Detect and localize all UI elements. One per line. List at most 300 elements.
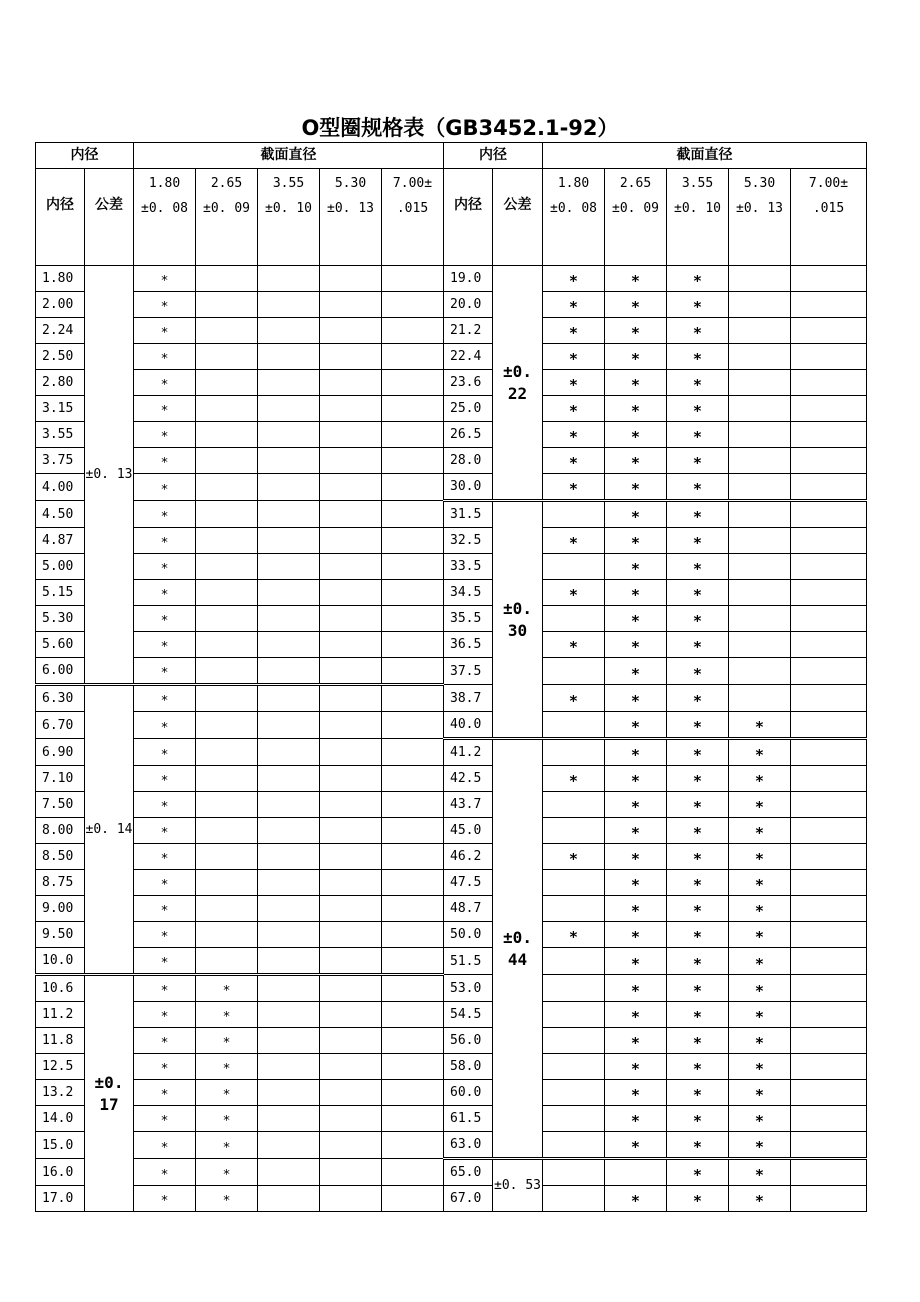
mark-cell-right: ∗ bbox=[543, 292, 605, 318]
table-row bbox=[36, 292, 867, 318]
mark-cell-right bbox=[729, 474, 791, 501]
mark-cell-right: ∗ bbox=[667, 422, 729, 448]
tolerance-left: ±0. 13 bbox=[85, 266, 134, 685]
mark-cell-left bbox=[196, 792, 258, 818]
mark-cell-left: ∗ bbox=[134, 922, 196, 948]
mark-cell-right bbox=[791, 501, 867, 528]
table-row bbox=[36, 1186, 867, 1212]
mark-cell-right bbox=[791, 739, 867, 766]
mark-cell-left bbox=[320, 870, 382, 896]
mark-cell-left bbox=[382, 658, 444, 685]
inner-diameter-left: 10.6 bbox=[36, 975, 85, 1002]
mark-cell-left bbox=[258, 844, 320, 870]
mark-cell-left: ∗ bbox=[134, 501, 196, 528]
mark-cell-left bbox=[382, 292, 444, 318]
mark-cell-left bbox=[258, 448, 320, 474]
mark-cell-right: ∗ bbox=[605, 1106, 667, 1132]
mark-cell-left bbox=[320, 766, 382, 792]
mark-cell-right: ∗ bbox=[605, 580, 667, 606]
mark-cell-right: ∗ bbox=[605, 818, 667, 844]
mark-cell-left bbox=[258, 712, 320, 739]
mark-cell-right: ∗ bbox=[605, 975, 667, 1002]
inner-diameter-left: 5.15 bbox=[36, 580, 85, 606]
mark-cell-right bbox=[543, 1132, 605, 1159]
inner-diameter-right: 65.0 bbox=[444, 1159, 493, 1186]
mark-cell-right: ∗ bbox=[667, 685, 729, 712]
mark-cell-right bbox=[543, 712, 605, 739]
mark-cell-left bbox=[382, 344, 444, 370]
inner-diameter-right: 26.5 bbox=[444, 422, 493, 448]
mark-cell-left bbox=[196, 396, 258, 422]
mark-cell-left bbox=[320, 1106, 382, 1132]
tolerance-right: ±0. 30 bbox=[493, 501, 543, 739]
inner-diameter-right: 22.4 bbox=[444, 344, 493, 370]
mark-cell-right bbox=[791, 766, 867, 792]
mark-cell-right: ∗ bbox=[667, 948, 729, 975]
mark-cell-right: ∗ bbox=[729, 870, 791, 896]
inner-diameter-left: 17.0 bbox=[36, 1186, 85, 1212]
mark-cell-right bbox=[729, 292, 791, 318]
table-row bbox=[36, 448, 867, 474]
inner-diameter-left: 4.50 bbox=[36, 501, 85, 528]
inner-diameter-left: 1.80 bbox=[36, 266, 85, 292]
inner-diameter-right: 34.5 bbox=[444, 580, 493, 606]
mark-cell-left: ∗ bbox=[134, 1186, 196, 1212]
inner-diameter-left: 9.00 bbox=[36, 896, 85, 922]
mark-cell-right bbox=[729, 501, 791, 528]
mark-cell-left bbox=[320, 292, 382, 318]
table-row bbox=[36, 474, 867, 501]
mark-cell-left: ∗ bbox=[134, 792, 196, 818]
mark-cell-left bbox=[382, 1186, 444, 1212]
inner-diameter-left: 3.55 bbox=[36, 422, 85, 448]
mark-cell-right bbox=[791, 870, 867, 896]
mark-cell-right: ∗ bbox=[543, 474, 605, 501]
mark-cell-left bbox=[196, 739, 258, 766]
mark-cell-left: ∗ bbox=[134, 554, 196, 580]
mark-cell-left bbox=[320, 1002, 382, 1028]
inner-diameter-left: 2.50 bbox=[36, 344, 85, 370]
table-row bbox=[36, 844, 867, 870]
mark-cell-right: ∗ bbox=[667, 870, 729, 896]
inner-diameter-right: 51.5 bbox=[444, 948, 493, 975]
table-row bbox=[36, 554, 867, 580]
mark-cell-left bbox=[196, 266, 258, 292]
inner-diameter-right: 43.7 bbox=[444, 792, 493, 818]
mark-cell-right bbox=[729, 266, 791, 292]
mark-cell-right: ∗ bbox=[667, 370, 729, 396]
mark-cell-right: ∗ bbox=[667, 818, 729, 844]
mark-cell-left bbox=[258, 685, 320, 712]
mark-cell-right bbox=[791, 318, 867, 344]
inner-diameter-right: 60.0 bbox=[444, 1080, 493, 1106]
mark-cell-left bbox=[258, 606, 320, 632]
inner-diameter-right: 47.5 bbox=[444, 870, 493, 896]
mark-cell-right bbox=[543, 501, 605, 528]
mark-cell-right: ∗ bbox=[605, 606, 667, 632]
mark-cell-right: ∗ bbox=[667, 739, 729, 766]
mark-cell-left bbox=[196, 712, 258, 739]
mark-cell-left bbox=[382, 1028, 444, 1054]
table-row bbox=[36, 632, 867, 658]
mark-cell-left: ∗ bbox=[196, 1054, 258, 1080]
mark-cell-right: ∗ bbox=[729, 1002, 791, 1028]
mark-cell-right bbox=[791, 844, 867, 870]
mark-cell-right bbox=[543, 606, 605, 632]
mark-cell-left bbox=[382, 975, 444, 1002]
mark-cell-right bbox=[729, 658, 791, 685]
mark-cell-left bbox=[258, 1002, 320, 1028]
mark-cell-right bbox=[791, 1054, 867, 1080]
mark-cell-right: ∗ bbox=[605, 658, 667, 685]
inner-diameter-left: 2.24 bbox=[36, 318, 85, 344]
inner-diameter-right: 46.2 bbox=[444, 844, 493, 870]
mark-cell-left bbox=[258, 370, 320, 396]
table-row bbox=[36, 580, 867, 606]
mark-cell-left: ∗ bbox=[134, 658, 196, 685]
mark-cell-right bbox=[791, 1080, 867, 1106]
page-title: O型圈规格表（GB3452.1-92） bbox=[301, 116, 619, 140]
mark-cell-right bbox=[791, 370, 867, 396]
mark-cell-right: ∗ bbox=[605, 370, 667, 396]
mark-cell-left bbox=[320, 1132, 382, 1159]
mark-cell-left bbox=[258, 580, 320, 606]
mark-cell-right: ∗ bbox=[543, 448, 605, 474]
mark-cell-right: ∗ bbox=[667, 396, 729, 422]
mark-cell-right bbox=[791, 685, 867, 712]
mark-cell-left bbox=[196, 501, 258, 528]
section-size-right-3: 3.55 ±0. 10 bbox=[667, 169, 729, 266]
mark-cell-left bbox=[258, 344, 320, 370]
section-size-left-4: 5.30 ±0. 13 bbox=[320, 169, 382, 266]
mark-cell-right bbox=[791, 1028, 867, 1054]
mark-cell-right: ∗ bbox=[667, 1106, 729, 1132]
mark-cell-right: ∗ bbox=[543, 344, 605, 370]
mark-cell-left: ∗ bbox=[134, 1002, 196, 1028]
mark-cell-right: ∗ bbox=[543, 528, 605, 554]
mark-cell-right bbox=[543, 1054, 605, 1080]
table-row bbox=[36, 685, 867, 712]
mark-cell-left: ∗ bbox=[134, 448, 196, 474]
inner-diameter-right: 42.5 bbox=[444, 766, 493, 792]
mark-cell-right bbox=[791, 554, 867, 580]
mark-cell-left: ∗ bbox=[196, 1028, 258, 1054]
mark-cell-left bbox=[320, 396, 382, 422]
inner-diameter-left: 5.60 bbox=[36, 632, 85, 658]
mark-cell-right: ∗ bbox=[729, 1159, 791, 1186]
table-row bbox=[36, 739, 867, 766]
mark-cell-right bbox=[729, 318, 791, 344]
mark-cell-right: ∗ bbox=[729, 1080, 791, 1106]
mark-cell-right: ∗ bbox=[543, 266, 605, 292]
mark-cell-right: ∗ bbox=[667, 975, 729, 1002]
mark-cell-left: ∗ bbox=[134, 474, 196, 501]
inner-diameter-right: 35.5 bbox=[444, 606, 493, 632]
mark-cell-left: ∗ bbox=[134, 948, 196, 975]
header-section-diameter-right: 截面直径 bbox=[543, 143, 867, 169]
inner-diameter-left: 16.0 bbox=[36, 1159, 85, 1186]
mark-cell-right: ∗ bbox=[543, 370, 605, 396]
mark-cell-left bbox=[320, 712, 382, 739]
section-size-left-5: 7.00± .015 bbox=[382, 169, 444, 266]
mark-cell-right: ∗ bbox=[667, 844, 729, 870]
mark-cell-left bbox=[382, 1106, 444, 1132]
mark-cell-right bbox=[791, 580, 867, 606]
mark-cell-right bbox=[791, 266, 867, 292]
mark-cell-right: ∗ bbox=[605, 844, 667, 870]
mark-cell-right: ∗ bbox=[729, 792, 791, 818]
mark-cell-right: ∗ bbox=[605, 948, 667, 975]
inner-diameter-left: 2.80 bbox=[36, 370, 85, 396]
mark-cell-left bbox=[258, 766, 320, 792]
mark-cell-right: ∗ bbox=[605, 685, 667, 712]
mark-cell-right: ∗ bbox=[543, 580, 605, 606]
tolerance-right: ±0. 53 bbox=[493, 1159, 543, 1212]
mark-cell-left bbox=[320, 266, 382, 292]
mark-cell-left: ∗ bbox=[134, 1080, 196, 1106]
mark-cell-left: ∗ bbox=[196, 1106, 258, 1132]
mark-cell-left bbox=[382, 844, 444, 870]
mark-cell-left: ∗ bbox=[134, 632, 196, 658]
mark-cell-left bbox=[382, 1159, 444, 1186]
header-tolerance-left: 公差 bbox=[85, 169, 134, 266]
mark-cell-left bbox=[320, 1028, 382, 1054]
mark-cell-left bbox=[196, 844, 258, 870]
mark-cell-left: ∗ bbox=[134, 528, 196, 554]
mark-cell-left: ∗ bbox=[134, 818, 196, 844]
mark-cell-right bbox=[791, 606, 867, 632]
mark-cell-left bbox=[320, 896, 382, 922]
section-size-right-4: 5.30 ±0. 13 bbox=[729, 169, 791, 266]
inner-diameter-left: 7.50 bbox=[36, 792, 85, 818]
mark-cell-left bbox=[196, 685, 258, 712]
table-row bbox=[36, 896, 867, 922]
mark-cell-right: ∗ bbox=[543, 422, 605, 448]
mark-cell-right bbox=[729, 396, 791, 422]
mark-cell-right: ∗ bbox=[605, 1186, 667, 1212]
inner-diameter-right: 23.6 bbox=[444, 370, 493, 396]
tolerance-left: ±0. 14 bbox=[85, 685, 134, 975]
mark-cell-right bbox=[729, 344, 791, 370]
mark-cell-left: ∗ bbox=[134, 712, 196, 739]
inner-diameter-left: 8.00 bbox=[36, 818, 85, 844]
mark-cell-left bbox=[258, 1028, 320, 1054]
mark-cell-right: ∗ bbox=[605, 448, 667, 474]
mark-cell-right bbox=[543, 896, 605, 922]
mark-cell-right bbox=[729, 448, 791, 474]
mark-cell-right: ∗ bbox=[605, 266, 667, 292]
table-row bbox=[36, 922, 867, 948]
mark-cell-right bbox=[729, 580, 791, 606]
mark-cell-right bbox=[543, 1186, 605, 1212]
mark-cell-right bbox=[543, 554, 605, 580]
mark-cell-left bbox=[382, 632, 444, 658]
mark-cell-left bbox=[320, 501, 382, 528]
mark-cell-right bbox=[729, 606, 791, 632]
mark-cell-left bbox=[320, 632, 382, 658]
inner-diameter-left: 9.50 bbox=[36, 922, 85, 948]
mark-cell-left bbox=[196, 344, 258, 370]
mark-cell-right bbox=[791, 1106, 867, 1132]
table-row bbox=[36, 1106, 867, 1132]
inner-diameter-right: 33.5 bbox=[444, 554, 493, 580]
table-row bbox=[36, 1159, 867, 1186]
mark-cell-left bbox=[320, 554, 382, 580]
mark-cell-left bbox=[382, 766, 444, 792]
mark-cell-left bbox=[258, 1080, 320, 1106]
mark-cell-right bbox=[791, 975, 867, 1002]
header-row-2 bbox=[36, 169, 867, 266]
mark-cell-right: ∗ bbox=[667, 266, 729, 292]
table-row bbox=[36, 606, 867, 632]
inner-diameter-left: 2.00 bbox=[36, 292, 85, 318]
mark-cell-right bbox=[791, 448, 867, 474]
header-inner-diameter-right: 内径 bbox=[444, 143, 543, 169]
mark-cell-left bbox=[258, 474, 320, 501]
mark-cell-right: ∗ bbox=[667, 292, 729, 318]
mark-cell-right: ∗ bbox=[667, 474, 729, 501]
mark-cell-right bbox=[543, 870, 605, 896]
mark-cell-left: ∗ bbox=[196, 975, 258, 1002]
mark-cell-right: ∗ bbox=[605, 766, 667, 792]
mark-cell-left bbox=[258, 975, 320, 1002]
inner-diameter-left: 8.75 bbox=[36, 870, 85, 896]
mark-cell-right bbox=[543, 1080, 605, 1106]
mark-cell-left bbox=[382, 896, 444, 922]
mark-cell-left: ∗ bbox=[134, 580, 196, 606]
mark-cell-left bbox=[258, 554, 320, 580]
mark-cell-right: ∗ bbox=[729, 922, 791, 948]
mark-cell-right: ∗ bbox=[667, 896, 729, 922]
mark-cell-right bbox=[729, 528, 791, 554]
mark-cell-left bbox=[196, 606, 258, 632]
inner-diameter-right: 50.0 bbox=[444, 922, 493, 948]
inner-diameter-right: 30.0 bbox=[444, 474, 493, 501]
mark-cell-left bbox=[320, 1054, 382, 1080]
mark-cell-left bbox=[258, 292, 320, 318]
mark-cell-left bbox=[320, 948, 382, 975]
mark-cell-right: ∗ bbox=[543, 318, 605, 344]
mark-cell-right: ∗ bbox=[543, 766, 605, 792]
mark-cell-left bbox=[382, 318, 444, 344]
inner-diameter-left: 15.0 bbox=[36, 1132, 85, 1159]
mark-cell-left bbox=[258, 818, 320, 844]
mark-cell-left: ∗ bbox=[134, 292, 196, 318]
inner-diameter-left: 4.00 bbox=[36, 474, 85, 501]
mark-cell-right: ∗ bbox=[605, 1002, 667, 1028]
mark-cell-right: ∗ bbox=[543, 844, 605, 870]
inner-diameter-left: 5.30 bbox=[36, 606, 85, 632]
mark-cell-left bbox=[196, 818, 258, 844]
mark-cell-right: ∗ bbox=[605, 712, 667, 739]
inner-diameter-right: 54.5 bbox=[444, 1002, 493, 1028]
mark-cell-left: ∗ bbox=[134, 1028, 196, 1054]
mark-cell-right: ∗ bbox=[605, 344, 667, 370]
inner-diameter-left: 5.00 bbox=[36, 554, 85, 580]
mark-cell-left: ∗ bbox=[134, 896, 196, 922]
mark-cell-left bbox=[196, 632, 258, 658]
mark-cell-right: ∗ bbox=[667, 606, 729, 632]
mark-cell-right: ∗ bbox=[729, 1186, 791, 1212]
mark-cell-right: ∗ bbox=[729, 896, 791, 922]
mark-cell-right: ∗ bbox=[605, 554, 667, 580]
table-row bbox=[36, 658, 867, 685]
mark-cell-left bbox=[320, 474, 382, 501]
mark-cell-left bbox=[382, 606, 444, 632]
table-row bbox=[36, 792, 867, 818]
inner-diameter-left: 6.70 bbox=[36, 712, 85, 739]
mark-cell-right: ∗ bbox=[605, 1132, 667, 1159]
mark-cell-left bbox=[196, 658, 258, 685]
header-inner-diameter-left: 内径 bbox=[36, 143, 134, 169]
inner-diameter-left: 6.90 bbox=[36, 739, 85, 766]
mark-cell-right bbox=[791, 658, 867, 685]
mark-cell-right: ∗ bbox=[605, 896, 667, 922]
mark-cell-left: ∗ bbox=[134, 344, 196, 370]
mark-cell-left bbox=[320, 844, 382, 870]
mark-cell-left: ∗ bbox=[196, 1080, 258, 1106]
mark-cell-right: ∗ bbox=[605, 501, 667, 528]
mark-cell-left bbox=[196, 948, 258, 975]
table-row bbox=[36, 266, 867, 292]
inner-diameter-right: 38.7 bbox=[444, 685, 493, 712]
mark-cell-left bbox=[258, 658, 320, 685]
mark-cell-right: ∗ bbox=[605, 474, 667, 501]
mark-cell-left bbox=[320, 528, 382, 554]
mark-cell-right: ∗ bbox=[667, 580, 729, 606]
mark-cell-left bbox=[382, 422, 444, 448]
mark-cell-right: ∗ bbox=[729, 1028, 791, 1054]
table-row bbox=[36, 818, 867, 844]
mark-cell-right: ∗ bbox=[667, 344, 729, 370]
table-row bbox=[36, 396, 867, 422]
mark-cell-left bbox=[382, 448, 444, 474]
mark-cell-right bbox=[729, 554, 791, 580]
inner-diameter-left: 3.75 bbox=[36, 448, 85, 474]
mark-cell-left bbox=[196, 580, 258, 606]
mark-cell-right: ∗ bbox=[729, 766, 791, 792]
mark-cell-left bbox=[382, 739, 444, 766]
mark-cell-left bbox=[382, 870, 444, 896]
mark-cell-left: ∗ bbox=[196, 1002, 258, 1028]
mark-cell-left bbox=[320, 318, 382, 344]
mark-cell-right: ∗ bbox=[605, 292, 667, 318]
mark-cell-left: ∗ bbox=[134, 739, 196, 766]
inner-diameter-left: 7.10 bbox=[36, 766, 85, 792]
mark-cell-right: ∗ bbox=[729, 948, 791, 975]
mark-cell-right: ∗ bbox=[667, 1028, 729, 1054]
mark-cell-left bbox=[320, 792, 382, 818]
table-row bbox=[36, 870, 867, 896]
inner-diameter-right: 25.0 bbox=[444, 396, 493, 422]
mark-cell-left bbox=[320, 685, 382, 712]
mark-cell-right bbox=[791, 818, 867, 844]
inner-diameter-right: 67.0 bbox=[444, 1186, 493, 1212]
mark-cell-right: ∗ bbox=[729, 1132, 791, 1159]
mark-cell-left bbox=[196, 922, 258, 948]
mark-cell-right bbox=[543, 658, 605, 685]
mark-cell-left bbox=[258, 1132, 320, 1159]
mark-cell-left bbox=[196, 554, 258, 580]
table-row bbox=[36, 712, 867, 739]
tolerance-left: ±0. 17 bbox=[85, 975, 134, 1212]
mark-cell-right bbox=[543, 1028, 605, 1054]
mark-cell-right bbox=[729, 632, 791, 658]
mark-cell-left: ∗ bbox=[196, 1159, 258, 1186]
mark-cell-left bbox=[258, 1186, 320, 1212]
mark-cell-left bbox=[382, 396, 444, 422]
tolerance-right: ±0. 22 bbox=[493, 266, 543, 501]
